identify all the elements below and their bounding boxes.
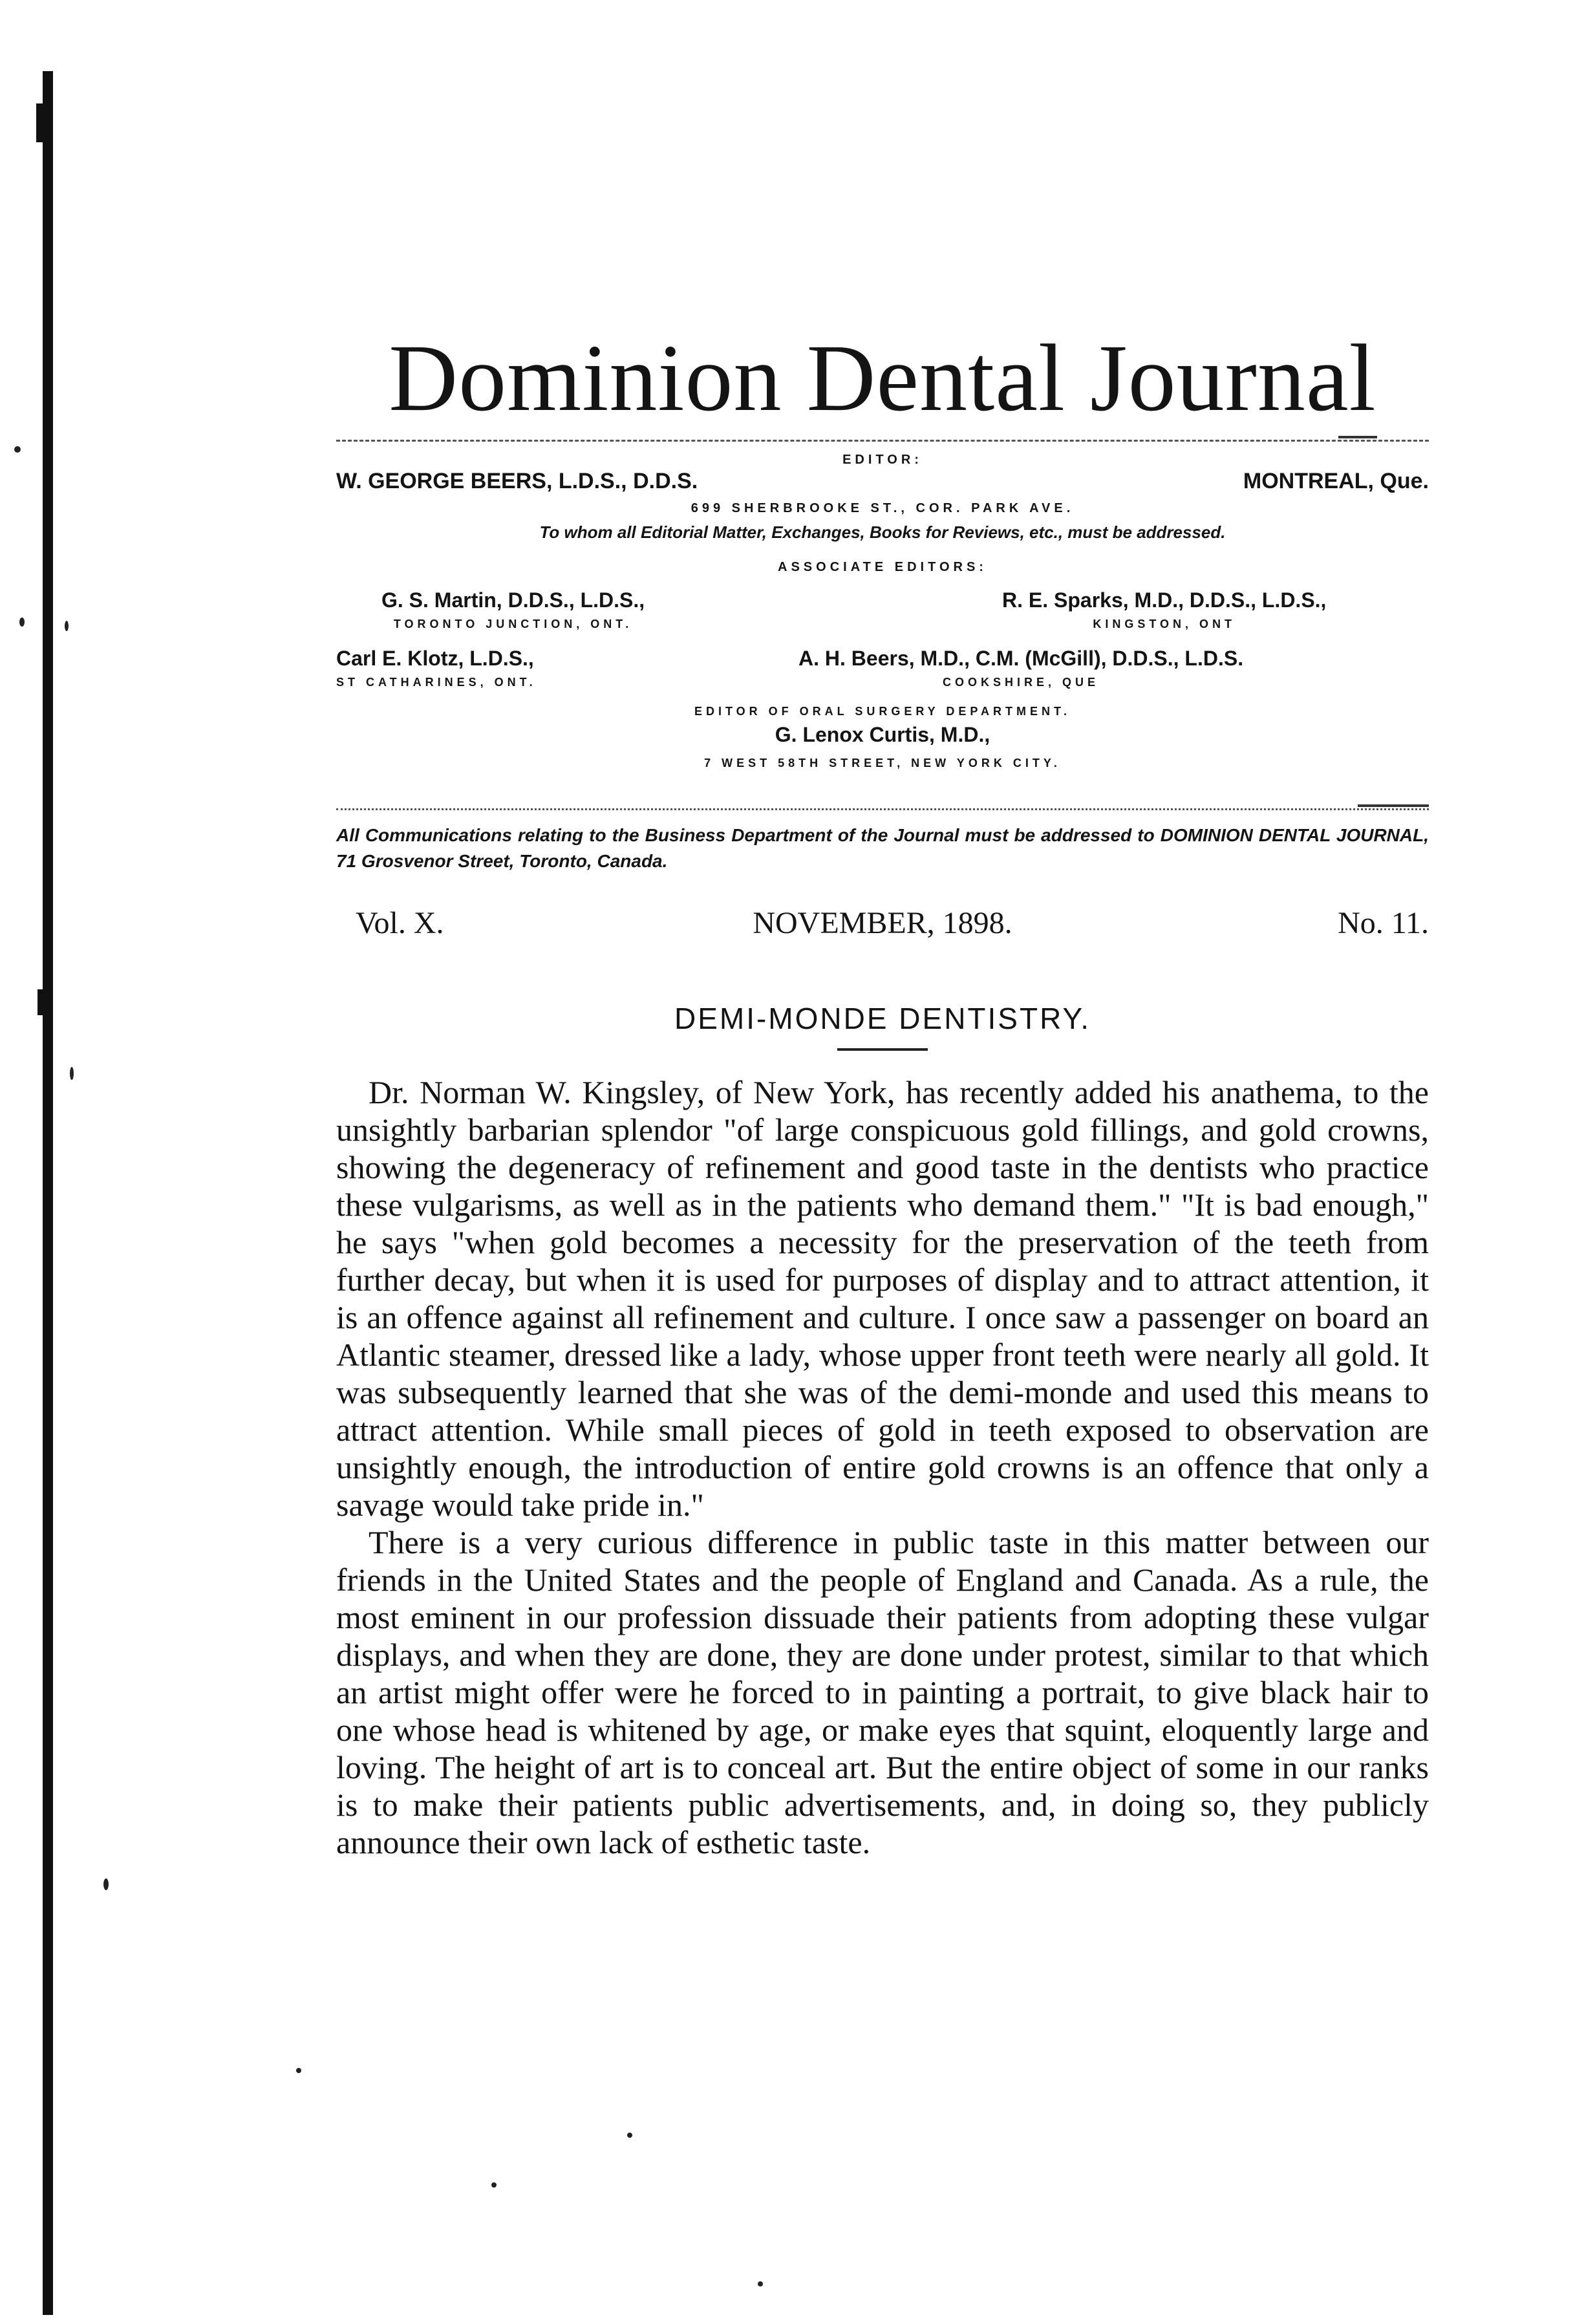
scan-speck [14,446,21,453]
title-rule [837,1048,928,1051]
scan-speck [65,621,69,631]
article-body [336,1073,1429,1861]
oral-surgery-editor-name: G. Lenox Curtis, M.D., [775,723,990,746]
associate-editor [798,647,1243,689]
issue-number: No. 11. [1338,906,1429,940]
associate-editor-name: A. H. Beers, M.D., C.M. (McGill), D.D.S., L.D.S. [798,647,1244,670]
section-rule [336,808,1429,810]
associate-editor [381,588,645,631]
associate-editor-location: KINGSTON, ONT [1093,618,1236,630]
editor-line [336,469,1429,497]
oral-surgery-address: 7 WEST 58TH STREET, NEW YORK CITY. [704,757,1061,769]
article-paragraph: There is a very curious difference in public taste in this matter between our friends in the United States and the people of England and Canada. As a rule, the most eminent in our profession dissuade their patients from adopting these vulgar displays, and when they are done, they are done under protest, similar to that which an artist might offer were he forced to in painting a portrait, to give black hair to one whose head is whitened by age, or make eyes that squint, eloquently large and loving. The height of art is to conceal art. But the entire object of some in our ranks is to make their patients public advertisements, and, in doing so, they publicly announce their own lack of esthetic taste. [336,1524,1429,1860]
editor-note: To whom all Editorial Matter, Exchanges, Books for Reviews, etc., must be addressed. [539,522,1226,542]
associate-editor-name: Carl E. Klotz, L.D.S., [336,647,534,670]
associate-editor-name: R. E. Sparks, M.D., D.D.S., L.D.S., [1002,588,1327,612]
associate-editor [1002,588,1326,631]
scan-speck [296,2068,301,2073]
scan-speck [627,2133,632,2138]
scan-speck [70,1067,74,1080]
scan-speck [491,2182,497,2188]
issue-line [336,905,1429,944]
scan-speck [19,618,25,627]
masthead-title: Dominion Dental Journal [389,325,1376,431]
section-rule-accent [1358,804,1429,807]
masthead-rule-accent [1338,436,1377,438]
scan-binding-notch [37,989,47,1015]
associate-editor [336,647,537,689]
associate-editor-name: G. S. Martin, D.D.S., L.D.S., [381,588,645,612]
article-paragraph: Dr. Norman W. Kingsley, of New York, has recently added his anathema, to the unsightly barbarian splendor "of large conspicuous gold fillings, and gold crowns, showing the degeneracy of refinement and good taste in the dentists who practice these vulgarisms, as well as in the patients who demand them." "It is bad enough," he says "when gold becomes a necessity for the preservation of the teeth from further decay, but when it is used for purposes of display and to attract attention, it is an offence against all refinement and culture. I once saw a passenger on board an Atlantic steamer, dressed like a lady, whose upper front teeth were nearly all gold. It was subsequently learned that she was of the demi-monde and used this means to attract attention. While small pieces of gold in teeth exposed to observation are unsightly enough, the introduction of entire gold crowns is an offence that only a savage would take pride in." [336,1074,1429,1523]
issue-volume: Vol. X. [356,906,444,940]
issue-date: NOVEMBER, 1898. [753,906,1012,940]
scan-speck [103,1878,109,1890]
article-title: DEMI-MONDE DENTISTRY. [674,1002,1091,1035]
oral-surgery-label: EDITOR OF ORAL SURGERY DEPARTMENT. [694,705,1071,718]
associate-editor-location: COOKSHIRE, QUE [943,676,1100,689]
editor-address: 699 SHERBROOKE ST., COR. PARK AVE. [690,501,1075,515]
scan-binding-edge [43,71,53,2315]
associate-editors-label: ASSOCIATE EDITORS: [778,560,987,574]
associate-editor-location: TORONTO JUNCTION, ONT. [393,618,633,630]
editor-city: MONTREAL, Que. [1243,469,1429,493]
associate-editor-location: ST CATHARINES, ONT. [336,676,537,689]
scan-speck [758,2281,763,2286]
masthead-rule [336,440,1429,442]
editor-label: EDITOR: [842,453,923,467]
communications-note: All Communications relating to the Business Department of the Journal must be addressed to DOMINION DENTAL JOURNAL, 71 Grosvenor Street, Toronto, Canada. [336,825,1429,871]
scan-binding-notch [36,103,47,142]
editor-name: W. GEORGE BEERS, L.D.S., D.D.S. [336,469,698,493]
